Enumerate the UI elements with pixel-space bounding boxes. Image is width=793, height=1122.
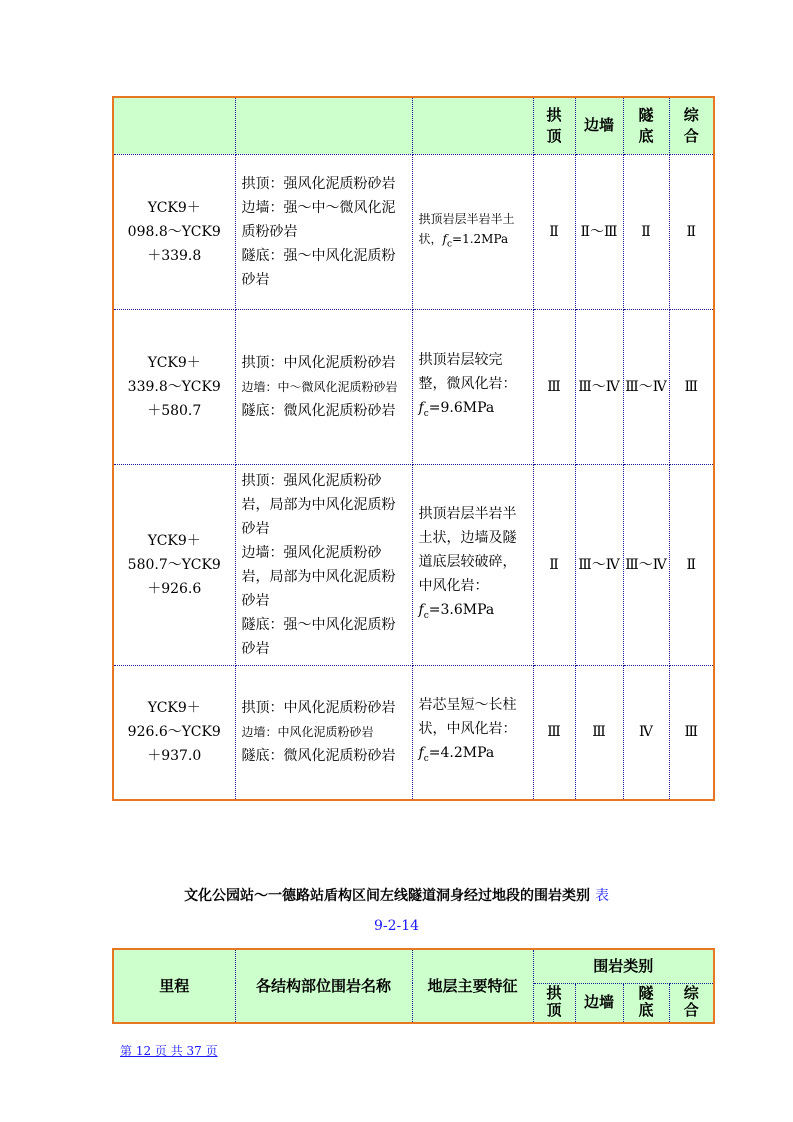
arch-rock: 拱顶：中风化泥质粉砂岩 (241, 354, 396, 371)
mileage-line: ＋937.0 (147, 748, 202, 765)
rock-class-table (112, 96, 715, 801)
header-wall: 边墙 (575, 97, 623, 154)
fc-symbol (418, 399, 429, 419)
fc-c: c (423, 754, 429, 765)
header-wall: 边墙 (575, 983, 623, 1023)
mileage-line: YCK9＋ (147, 354, 201, 371)
floor-rock: 隧底：微风化泥质粉砂岩 (241, 402, 396, 419)
class-wall: Ⅱ～Ⅲ (575, 154, 623, 309)
header-arch (533, 983, 575, 1023)
table-row (113, 154, 714, 309)
rock-name-cell (235, 665, 412, 800)
header-floor (623, 97, 669, 154)
fc-symbol (418, 745, 429, 765)
class-wall: Ⅲ～Ⅳ (575, 309, 623, 464)
feature-text: 拱顶岩层半岩半土状，边墙及隧道底层较破碎，中风化岩： (418, 505, 517, 594)
class-overall: Ⅲ (669, 665, 714, 800)
class-floor: Ⅲ～Ⅳ (623, 309, 669, 464)
feature-fc: =9.6MPa (428, 399, 495, 416)
feature-text: 拱顶岩层较完整，微风化岩： (418, 351, 517, 392)
class-overall: Ⅱ (669, 464, 714, 665)
class-arch: Ⅲ (533, 309, 575, 464)
header-stratum: 地层主要特征 (412, 949, 533, 1023)
feature-fc: =1.2MPa (452, 231, 509, 246)
feature-cell (412, 464, 533, 665)
rock-name-cell (235, 309, 412, 464)
feature-text: 拱顶岩层半岩半土状， (418, 211, 515, 246)
class-floor: Ⅲ～Ⅳ (623, 464, 669, 665)
class-floor: Ⅳ (623, 665, 669, 800)
table-row (113, 464, 714, 665)
section-title (0, 885, 793, 905)
mileage-cell (113, 154, 235, 309)
header-mileage: 里程 (113, 949, 235, 1023)
class-arch: Ⅱ (533, 464, 575, 665)
fc-f: f (418, 601, 424, 618)
header-arch-label: 拱顶 (546, 983, 562, 1019)
mileage-cell (113, 309, 235, 464)
class-wall: Ⅲ～Ⅳ (575, 464, 623, 665)
fc-f: f (418, 745, 424, 762)
header-arch-label: 拱顶 (546, 105, 562, 145)
header-cell (412, 97, 533, 154)
class-wall: Ⅲ (575, 665, 623, 800)
table-number: 9-2-14 (373, 918, 420, 934)
wall-rock: 边墙：强风化泥质粉砂岩，局部为中风化泥质粉砂岩 (241, 544, 396, 609)
header-overall (669, 983, 714, 1023)
wall-rock: 边墙：中风化泥质粉砂岩 (241, 725, 374, 740)
rock-class-table-2 (112, 948, 715, 1024)
wall-rock: 边墙：强～中～微风化泥质粉砂岩 (241, 199, 396, 240)
feature-text: 岩芯呈短～长柱状，中风化岩： (418, 697, 517, 738)
fc-f: f (442, 231, 447, 246)
floor-rock: 隧底：强～中风化泥质粉砂岩 (241, 247, 396, 288)
header-cell (113, 97, 235, 154)
class-arch: Ⅱ (533, 154, 575, 309)
class-floor: Ⅱ (623, 154, 669, 309)
mileage-line: 926.6～YCK9 (127, 724, 221, 741)
header-part-name: 各结构部位围岩名称 (235, 949, 412, 1023)
table-header-row (113, 97, 714, 154)
fc-symbol (442, 231, 453, 250)
fc-f: f (418, 399, 424, 416)
fc-symbol (418, 601, 429, 621)
header-floor (623, 983, 669, 1023)
arch-rock: 拱顶：中风化泥质粉砂岩 (241, 700, 396, 717)
header-class-group: 围岩类别 (533, 949, 714, 983)
feature-fc: =4.2MPa (428, 745, 495, 762)
feature-cell (412, 309, 533, 464)
header-floor-label: 隧底 (638, 105, 654, 145)
mileage-line: YCK9＋ (147, 700, 201, 717)
section-title-text: 文化公园站～一德路站盾构区间左线隧道洞身经过地段的围岩类别 (184, 888, 591, 904)
feature-cell (412, 665, 533, 800)
arch-rock: 拱顶：强风化泥质粉砂岩 (241, 175, 396, 192)
table-row (113, 665, 714, 800)
mileage-line: 580.7～YCK9 (127, 556, 221, 573)
table2-header-row (113, 949, 714, 983)
header-overall-label: 综合 (683, 983, 699, 1019)
mileage-line: ＋580.7 (147, 402, 202, 419)
header-overall (669, 97, 714, 154)
mileage-line: 339.8～YCK9 (127, 378, 221, 395)
mileage-line: 098.8～YCK9 (127, 223, 221, 240)
feature-cell (412, 154, 533, 309)
table-row (113, 309, 714, 464)
header-overall-label: 综合 (683, 105, 699, 145)
header-floor-label: 隧底 (638, 983, 654, 1019)
floor-rock: 隧底：微风化泥质粉砂岩 (241, 748, 396, 765)
fc-c: c (446, 239, 453, 250)
class-overall: Ⅲ (669, 309, 714, 464)
mileage-line: ＋926.6 (147, 580, 202, 597)
header-arch (533, 97, 575, 154)
fc-c: c (423, 610, 429, 621)
rock-name-cell (235, 464, 412, 665)
header-cell (235, 97, 412, 154)
page-footer: 第 12 页 共 37 页 (120, 1044, 218, 1058)
mileage-cell (113, 665, 235, 800)
arch-rock: 拱顶：强风化泥质粉砂岩，局部为中风化泥质粉砂岩 (241, 472, 396, 537)
mileage-line: YCK9＋ (147, 199, 201, 216)
fc-c: c (423, 408, 429, 419)
mileage-line: ＋339.8 (147, 247, 202, 264)
rock-name-cell (235, 154, 412, 309)
floor-rock: 隧底：强～中风化泥质粉砂岩 (241, 616, 396, 657)
feature-fc: =3.6MPa (428, 601, 495, 618)
class-overall: Ⅱ (669, 154, 714, 309)
mileage-line: YCK9＋ (147, 532, 201, 549)
class-arch: Ⅲ (533, 665, 575, 800)
wall-rock: 边墙：中～微风化泥质粉砂岩 (241, 379, 398, 394)
mileage-cell (113, 464, 235, 665)
table-label: 表 (594, 888, 609, 904)
